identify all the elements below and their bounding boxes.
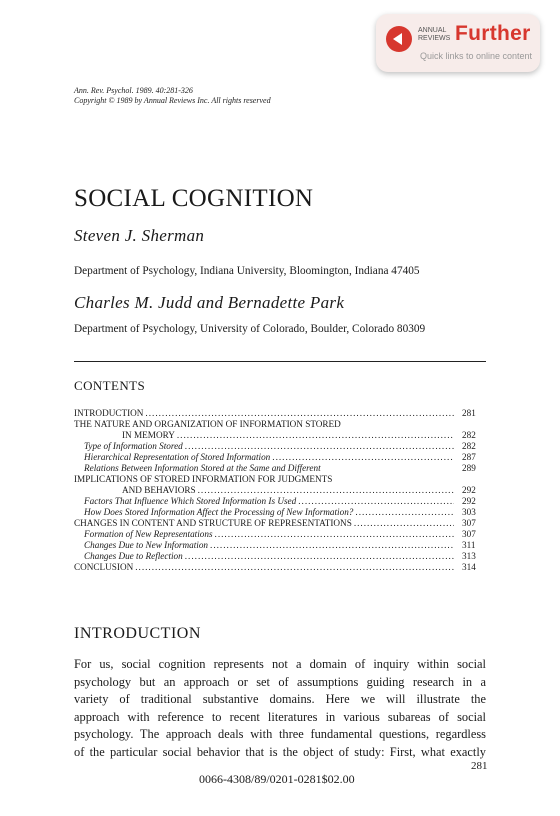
body-text xyxy=(74,656,486,761)
divider xyxy=(74,361,486,362)
toc-leader xyxy=(185,551,454,562)
toc-entry[interactable] xyxy=(74,441,486,452)
toc-entry-title: Hierarchical Representation of Stored Information xyxy=(84,452,271,462)
author-1: Steven J. Sherman xyxy=(74,226,205,245)
toc-entry-page: 307 xyxy=(462,529,476,539)
toc-leader xyxy=(210,540,454,551)
table-of-contents xyxy=(74,408,486,573)
affiliation-2: Department of Psychology, University of Colorado, Boulder, Colorado 80309 xyxy=(74,323,426,335)
body-line: psychology but an approach or set of assumptions guiding research in a xyxy=(74,674,486,689)
toc-entry-title: Type of Information Stored xyxy=(84,441,183,451)
toc-entry-title: Changes Due to Reflection xyxy=(84,551,183,561)
badge-line1: ANNUAL xyxy=(418,27,447,34)
toc-entry-page: 311 xyxy=(462,540,476,550)
toc-entry-title: Relations Between Information Stored at the Same and Different xyxy=(84,463,321,473)
author-2: Charles M. Judd and Bernadette Park xyxy=(74,293,345,312)
page-number: 281 xyxy=(471,760,488,772)
further-badge[interactable] xyxy=(376,14,540,72)
toc-entry-page: 313 xyxy=(462,551,476,561)
toc-entry[interactable] xyxy=(74,562,486,573)
toc-entry-title: INTRODUCTION xyxy=(74,408,144,418)
toc-entry[interactable] xyxy=(74,419,486,430)
affiliation-1: Department of Psychology, Indiana University, Bloomington, Indiana 47405 xyxy=(74,265,420,277)
quick-links-label: Quick links to online content xyxy=(420,51,533,61)
toc-entry[interactable] xyxy=(74,485,486,496)
toc-entry-page: 292 xyxy=(462,496,476,506)
toc-entry[interactable] xyxy=(74,518,486,529)
toc-entry-page: 307 xyxy=(462,518,476,528)
toc-leader xyxy=(272,452,454,463)
toc-entry-page: 287 xyxy=(462,452,476,462)
toc-entry[interactable] xyxy=(74,540,486,551)
toc-entry-page: 281 xyxy=(462,408,476,418)
further-label: Further xyxy=(455,22,531,45)
toc-leader xyxy=(177,430,454,441)
toc-entry-title: IN MEMORY xyxy=(122,430,175,440)
toc-leader xyxy=(354,518,454,529)
toc-entry-page: 282 xyxy=(462,430,476,440)
toc-entry-page: 292 xyxy=(462,485,476,495)
toc-entry-title: AND BEHAVIORS xyxy=(122,485,196,495)
toc-entry[interactable] xyxy=(74,430,486,441)
citation-line2: Copyright © 1989 by Annual Reviews Inc. All rights reserved xyxy=(74,96,271,105)
toc-leader xyxy=(215,529,454,540)
body-line: approach with reference to recent literatures in various subareas of social xyxy=(74,709,486,724)
body-line: variety of traditional substantive domains. Here we will illustrate the xyxy=(74,692,486,706)
toc-entry-title: THE NATURE AND ORGANIZATION OF INFORMATION STORED xyxy=(74,419,341,429)
toc-entry-title: Changes Due to New Information xyxy=(84,540,209,550)
article-code: 0066-4308/89/0201-0281$02.00 xyxy=(199,772,355,786)
toc-entry-page: 303 xyxy=(462,507,476,517)
citation-line1: Ann. Rev. Psychol. 1989. 40:281-326 xyxy=(74,86,193,95)
toc-entry-title: CHANGES IN CONTENT AND STRUCTURE OF REPRESENTATIONS xyxy=(74,518,352,528)
toc-leader xyxy=(355,507,454,518)
toc-entry[interactable] xyxy=(74,496,486,507)
toc-entry-page: 314 xyxy=(462,562,476,572)
body-line: psychology. The approach deals with three fundamental questions, regardless xyxy=(74,727,486,741)
toc-leader xyxy=(135,562,454,573)
toc-leader xyxy=(185,441,454,452)
toc-entry[interactable] xyxy=(74,551,486,562)
body-line: For us, social cognition represents not a domain of inquiry within social xyxy=(74,657,486,671)
toc-entry[interactable] xyxy=(74,474,486,485)
toc-entry-title: How Does Stored Information Affect the Processing of New Information? xyxy=(84,507,354,517)
toc-entry-title: Factors That Influence Which Stored Information Is Used xyxy=(84,496,297,506)
page-title: SOCIAL COGNITION xyxy=(74,185,314,212)
toc-entry-title: CONCLUSION xyxy=(74,562,134,572)
toc-leader xyxy=(298,496,454,507)
annual-reviews-logo-icon xyxy=(386,26,412,52)
contents-heading: CONTENTS xyxy=(74,378,146,393)
toc-entry[interactable] xyxy=(74,529,486,540)
toc-entry[interactable] xyxy=(74,507,486,518)
section-heading: INTRODUCTION xyxy=(74,625,201,642)
toc-entry[interactable] xyxy=(74,408,486,419)
toc-leader xyxy=(145,408,454,419)
toc-entry[interactable] xyxy=(74,452,486,463)
toc-leader xyxy=(198,485,454,496)
toc-entry-page: 282 xyxy=(462,441,476,451)
toc-entry-title: IMPLICATIONS OF STORED INFORMATION FOR JUDGMENTS xyxy=(74,474,333,484)
badge-line2: REVIEWS xyxy=(418,35,451,42)
toc-entry-title: Formation of New Representations xyxy=(84,529,213,539)
toc-entry-page: 289 xyxy=(462,463,476,473)
annual-reviews-logo-text xyxy=(418,27,450,43)
citation xyxy=(74,86,271,106)
toc-entry[interactable] xyxy=(74,463,486,474)
body-line: of the particular social behavior that is the object of study: First, what exactly xyxy=(74,744,486,759)
